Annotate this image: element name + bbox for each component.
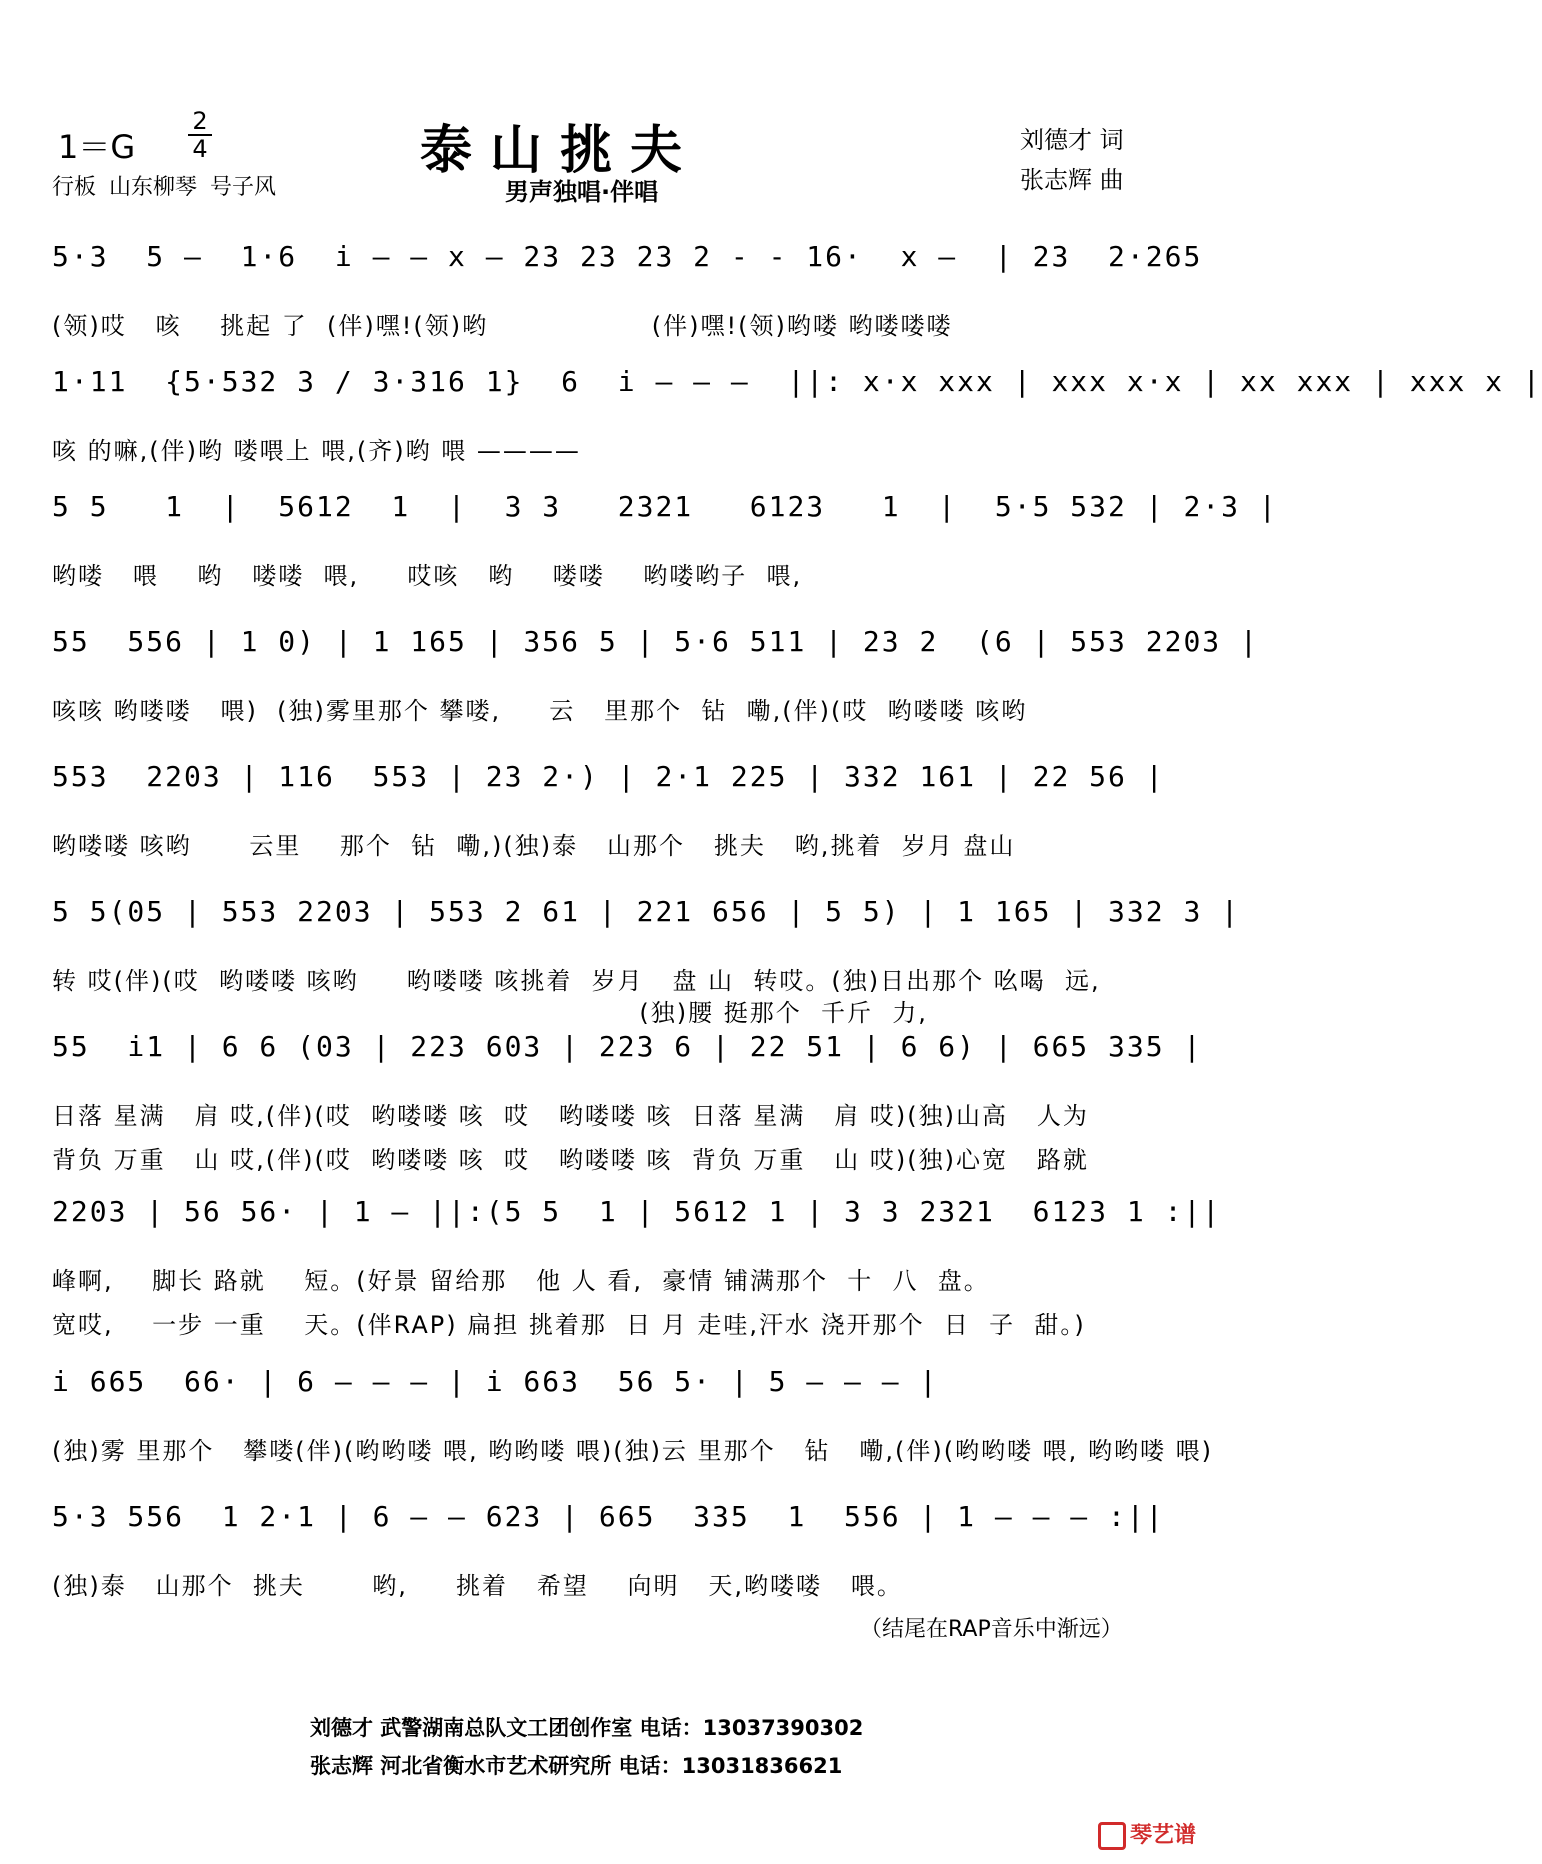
notation: 5·3 556 1 2·1 | 6 — — 623 | 665 335 1 556 | 1 — — — :|| xyxy=(52,1500,1165,1533)
notation: 5·3 5 — 1·6 i — — x — 23 23 23 2 - - 16· x — | 23 2·265 xyxy=(52,240,1203,273)
lyricist-credit: 刘德才 词 xyxy=(1020,126,1124,154)
score-line-6 xyxy=(52,895,1241,1045)
song-subtitle: 男声独唱·伴唱 xyxy=(505,178,659,206)
score-line-9 xyxy=(52,1365,1213,1515)
footer-credit-composer: 张志辉 河北省衡水市艺术研究所 电话：13031836621 xyxy=(310,1754,843,1778)
lyrics: 哟喽 喂 哟 喽喽 喂, 哎咳 哟 喽喽 哟喽哟子 喂, xyxy=(52,562,803,590)
meter-top: 2 xyxy=(192,107,208,135)
notation: 1·11 {5·532 3 / 3·316 1} 6 i — — — ||: x·x xxx | xxx x·x | xx xxx | xxx x | xyxy=(52,365,1542,398)
lyrics: 咳咳 哟喽喽 喂) (独)雾里那个 攀喽, 云 里那个 钻 嘞,(伴)(哎 哟喽喽 咳哟 xyxy=(52,697,1028,725)
meter-bottom: 4 xyxy=(192,135,208,163)
footer-credit-lyricist: 刘德才 武警湖南总队文工团创作室 电话：13037390302 xyxy=(310,1716,864,1740)
lyrics: (独)雾 里那个 攀喽(伴)(哟哟喽 喂, 哟哟喽 喂)(独)云 里那个 钻 嘞,(伴)(哟哟喽 喂, 哟哟喽 喂) xyxy=(52,1437,1213,1465)
score-line-3 xyxy=(52,490,1278,640)
lyrics-verse-2: (独)腰 挺那个 千斤 力, xyxy=(52,999,928,1027)
score-line-8 xyxy=(52,1195,1222,1345)
lyrics-verse-2: 宽哎, 一步 一重 天。(伴RAP) 扁担 挑着那 日 月 走哇,汗水 浇开那个 日 子 甜。) xyxy=(52,1311,1086,1339)
notation: 553 2203 | 116 553 | 23 2·) | 2·1 225 | 332 161 | 22 56 | xyxy=(52,760,1165,793)
watermark-text: 琴艺谱 xyxy=(1130,1823,1197,1848)
lyrics: 日落 星满 肩 哎,(伴)(哎 哟喽喽 咳 哎 哟喽喽 咳 日落 星满 肩 哎)(独)山高 人为 xyxy=(52,1102,1089,1130)
ending-note: （结尾在RAP音乐中渐远） xyxy=(860,1617,1123,1642)
lyrics: (领)哎 咳 挑起 了 (伴)嘿!(领)哟 (伴)嘿!(领)哟喽 哟喽喽喽 xyxy=(52,312,953,340)
tempo-marking: 行板 山东柳琴 号子风 xyxy=(52,175,276,200)
lyrics: 哟喽喽 咳哟 云里 那个 钻 嘞,)(独)泰 山那个 挑夫 哟,挑着 岁月 盘山 xyxy=(52,832,1016,860)
notation: 55 556 | 1 0) | 1 165 | 356 5 | 5·6 511 | 23 2 (6 | 553 2203 | xyxy=(52,625,1259,658)
key-signature: 1＝G xyxy=(58,128,136,166)
score-line-4 xyxy=(52,625,1259,775)
time-signature xyxy=(188,108,212,162)
score-line-7 xyxy=(52,1030,1203,1180)
lyrics: 咳 的嘛,(伴)哟 喽喂上 喂,(齐)哟 喂 ———— xyxy=(52,437,581,465)
notation: 2203 | 56 56· | 1 — ||:(5 5 1 | 5612 1 | 3 3 2321 6123 1 :|| xyxy=(52,1195,1222,1228)
score-line-5 xyxy=(52,760,1192,910)
notation: 55 i1 | 6 6 (03 | 223 603 | 223 6 | 22 51 | 6 6) | 665 335 | xyxy=(52,1030,1203,1063)
watermark-logo xyxy=(1098,1818,1196,1850)
lyrics: 转 哎(伴)(哎 哟喽喽 咳哟 哟喽喽 咳挑着 岁月 盘 山 转哎。(独)日出那个 吆喝 远, xyxy=(52,967,1101,995)
lyrics: (独)泰 山那个 挑夫 哟, 挑着 希望 向明 天,哟喽喽 喂。 xyxy=(52,1572,903,1600)
notation: i 665 66· | 6 — — — | i 663 56 5· | 5 — — — | xyxy=(52,1365,939,1398)
lyrics: 峰啊, 脚长 路就 短。(好景 留给那 他 人 看, 豪情 铺满那个 十 八 盘。 xyxy=(52,1267,990,1295)
composer-credit: 张志辉 曲 xyxy=(1020,166,1124,194)
logo-icon xyxy=(1098,1822,1126,1850)
lyrics-verse-2: 背负 万重 山 哎,(伴)(哎 哟喽喽 咳 哎 哟喽喽 咳 背负 万重 山 哎)(独)心宽 路就 xyxy=(52,1146,1089,1174)
notation: 5 5(05 | 553 2203 | 553 2 61 | 221 656 | 5 5) | 1 165 | 332 3 | xyxy=(52,895,1241,928)
song-title: 泰山挑夫 xyxy=(420,121,701,181)
notation: 5 5 1 | 5612 1 | 3 3 2321 6123 1 | 5·5 532 | 2·3 | xyxy=(52,490,1278,523)
